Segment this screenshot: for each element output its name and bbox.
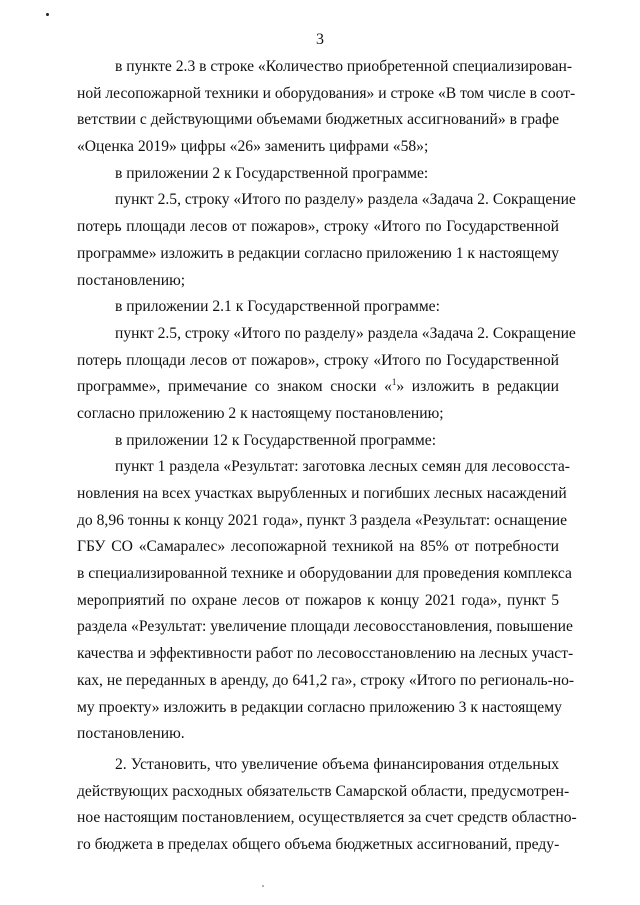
text-line (77, 374, 559, 401)
text-line: пункт 1 раздела «Результат: заготовка лесных семян для лесовосста- (115, 458, 570, 476)
text-line: согласно приложению 2 к настоящему постановлению; (77, 404, 444, 422)
text-line: постановлению. (77, 725, 185, 743)
text-line-part: программе», примечание со знаком сноски « (77, 378, 392, 396)
text-line: «Оценка 2019» цифры «26» заменить цифрами «58»; (77, 138, 429, 156)
text-line: ное настоящим постановлением, осуществляется за счет средств областно- (77, 809, 577, 827)
text-line: в приложении 12 к Государственной программе: (115, 431, 437, 449)
text-line: го бюджета в пределах общего объема бюджетных ассигнований, преду- (77, 835, 560, 853)
text-line: новления на всех участках вырубленных и погибших лесных насаждений (77, 485, 567, 502)
text-line: программе» изложить в редакции согласно приложению 1 к настоящему (77, 244, 559, 262)
page-number: 3 (316, 31, 324, 48)
text-line: мероприятий по охране лесов от пожаров к концу 2021 года», пункт 5 (77, 591, 559, 609)
text-line: пункт 2.5, строку «Итого по разделу» раздела «Задача 2. Сокращение (115, 324, 576, 342)
text-line: постановлению; (77, 271, 186, 289)
scan-speck (262, 885, 264, 887)
text-line: до 8,96 тонны к концу 2021 года», пункт 3 раздела «Результат: оснащение (77, 511, 568, 529)
text-line-part: » изложить в редакции (396, 378, 559, 396)
scan-speck (46, 13, 49, 16)
text-line: раздела «Результат: увеличение площади лесовосстановления, повышение (77, 618, 573, 636)
text-line: качества и эффективности работ по лесовосстановлению на лесных участ- (77, 645, 574, 663)
text-line: 2. Установить, что увеличение объема финансирования отдельных (115, 755, 559, 773)
text-line: ветствии с действующими объемами бюджетных ассигнований» в графе (77, 111, 559, 129)
document-body (77, 54, 577, 859)
text-line: в специализированной технике и оборудовании для проведения комплекса (77, 565, 572, 583)
text-line: в приложении 2.1 к Государственной программе: (115, 298, 440, 316)
text-line: му проекту» изложить в редакции согласно приложению 3 к настоящему (77, 698, 562, 716)
text-line: в приложении 2 к Государственной программе: (115, 164, 429, 182)
text-line: потерь площади лесов от пожаров», строку «Итого по Государственной (77, 351, 559, 369)
text-line: ной лесопожарной техники и оборудования» и строке «В том числе в соот- (77, 84, 576, 102)
text-line: действующих расходных обязательств Самарской области, предусмотрен- (77, 782, 570, 800)
text-line: в пункте 2.3 в строке «Количество приобретенной специализирован- (115, 58, 573, 75)
text-line: потерь площади лесов от пожаров», строку «Итого по Государственной (77, 218, 559, 236)
text-line: ГБУ СО «Самаралес» лесопожарной техникой на 85% от потребности (77, 538, 559, 556)
footnote-mark: 1 (391, 377, 397, 388)
text-line: пункт 2.5, строку «Итого по разделу» раздела «Задача 2. Сокращение (115, 191, 576, 209)
text-line: ках, не переданных в аренду, до 641,2 га», строку «Итого по региональ-но- (77, 671, 575, 689)
